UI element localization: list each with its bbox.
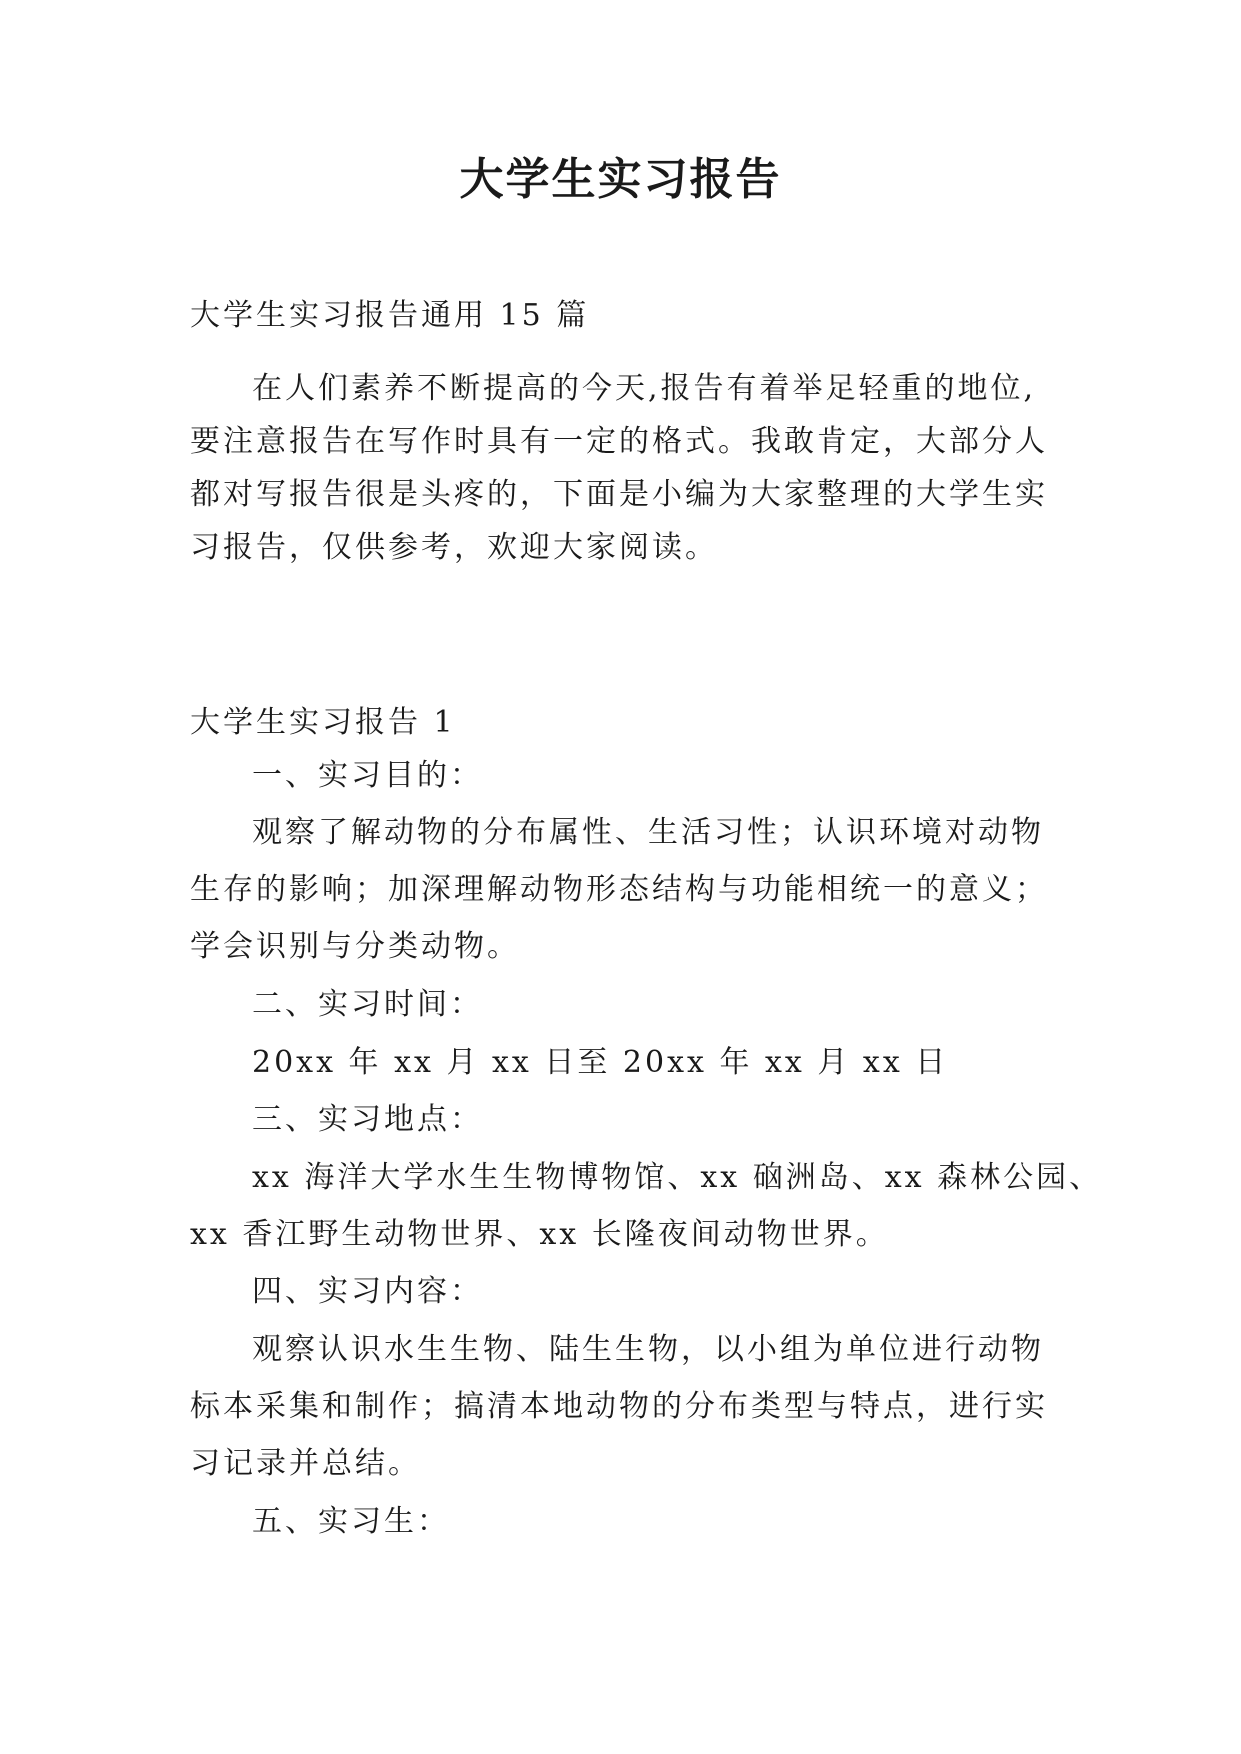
place-line-1: xx 海洋大学水生生物博物馆、xx 硇洲岛、xx 森林公园、 — [252, 1160, 1103, 1195]
time-heading: 二、实习时间： — [252, 987, 483, 1022]
purpose-heading: 一、实习目的： — [252, 758, 483, 793]
intro-line-2: 要注意报告在写作时具有一定的格式。我敢肯定，大部分人 — [190, 424, 1048, 459]
document-title: 大学生实习报告 — [459, 154, 782, 205]
time-text: 20xx 年 xx 月 xx 日至 20xx 年 xx 月 xx 日 — [252, 1045, 949, 1080]
report-heading: 大学生实习报告 1 — [190, 705, 456, 740]
content-heading: 四、实习内容： — [252, 1274, 483, 1309]
place-heading: 三、实习地点： — [252, 1102, 483, 1137]
purpose-line-2: 生存的影响；加深理解动物形态结构与功能相统一的意义； — [190, 872, 1048, 907]
content-line-3: 习记录并总结。 — [190, 1446, 421, 1481]
document-subtitle: 大学生实习报告通用 15 篇 — [190, 298, 590, 333]
purpose-line-3: 学会识别与分类动物。 — [190, 929, 520, 964]
purpose-line-1: 观察了解动物的分布属性、生活习性；认识环境对动物 — [252, 815, 1044, 850]
content-line-2: 标本采集和制作；搞清本地动物的分布类型与特点，进行实 — [190, 1389, 1048, 1424]
student-heading: 五、实习生： — [252, 1504, 450, 1539]
intro-line-1: 在人们素养不断提高的今天,报告有着举足轻重的地位, — [252, 371, 1037, 406]
intro-line-4: 习报告，仅供参考，欢迎大家阅读。 — [190, 530, 718, 565]
content-line-1: 观察认识水生生物、陆生生物，以小组为单位进行动物 — [252, 1332, 1044, 1367]
place-line-2: xx 香江野生动物世界、xx 长隆夜间动物世界。 — [190, 1217, 889, 1252]
intro-line-3: 都对写报告很是头疼的，下面是小编为大家整理的大学生实 — [190, 477, 1048, 512]
